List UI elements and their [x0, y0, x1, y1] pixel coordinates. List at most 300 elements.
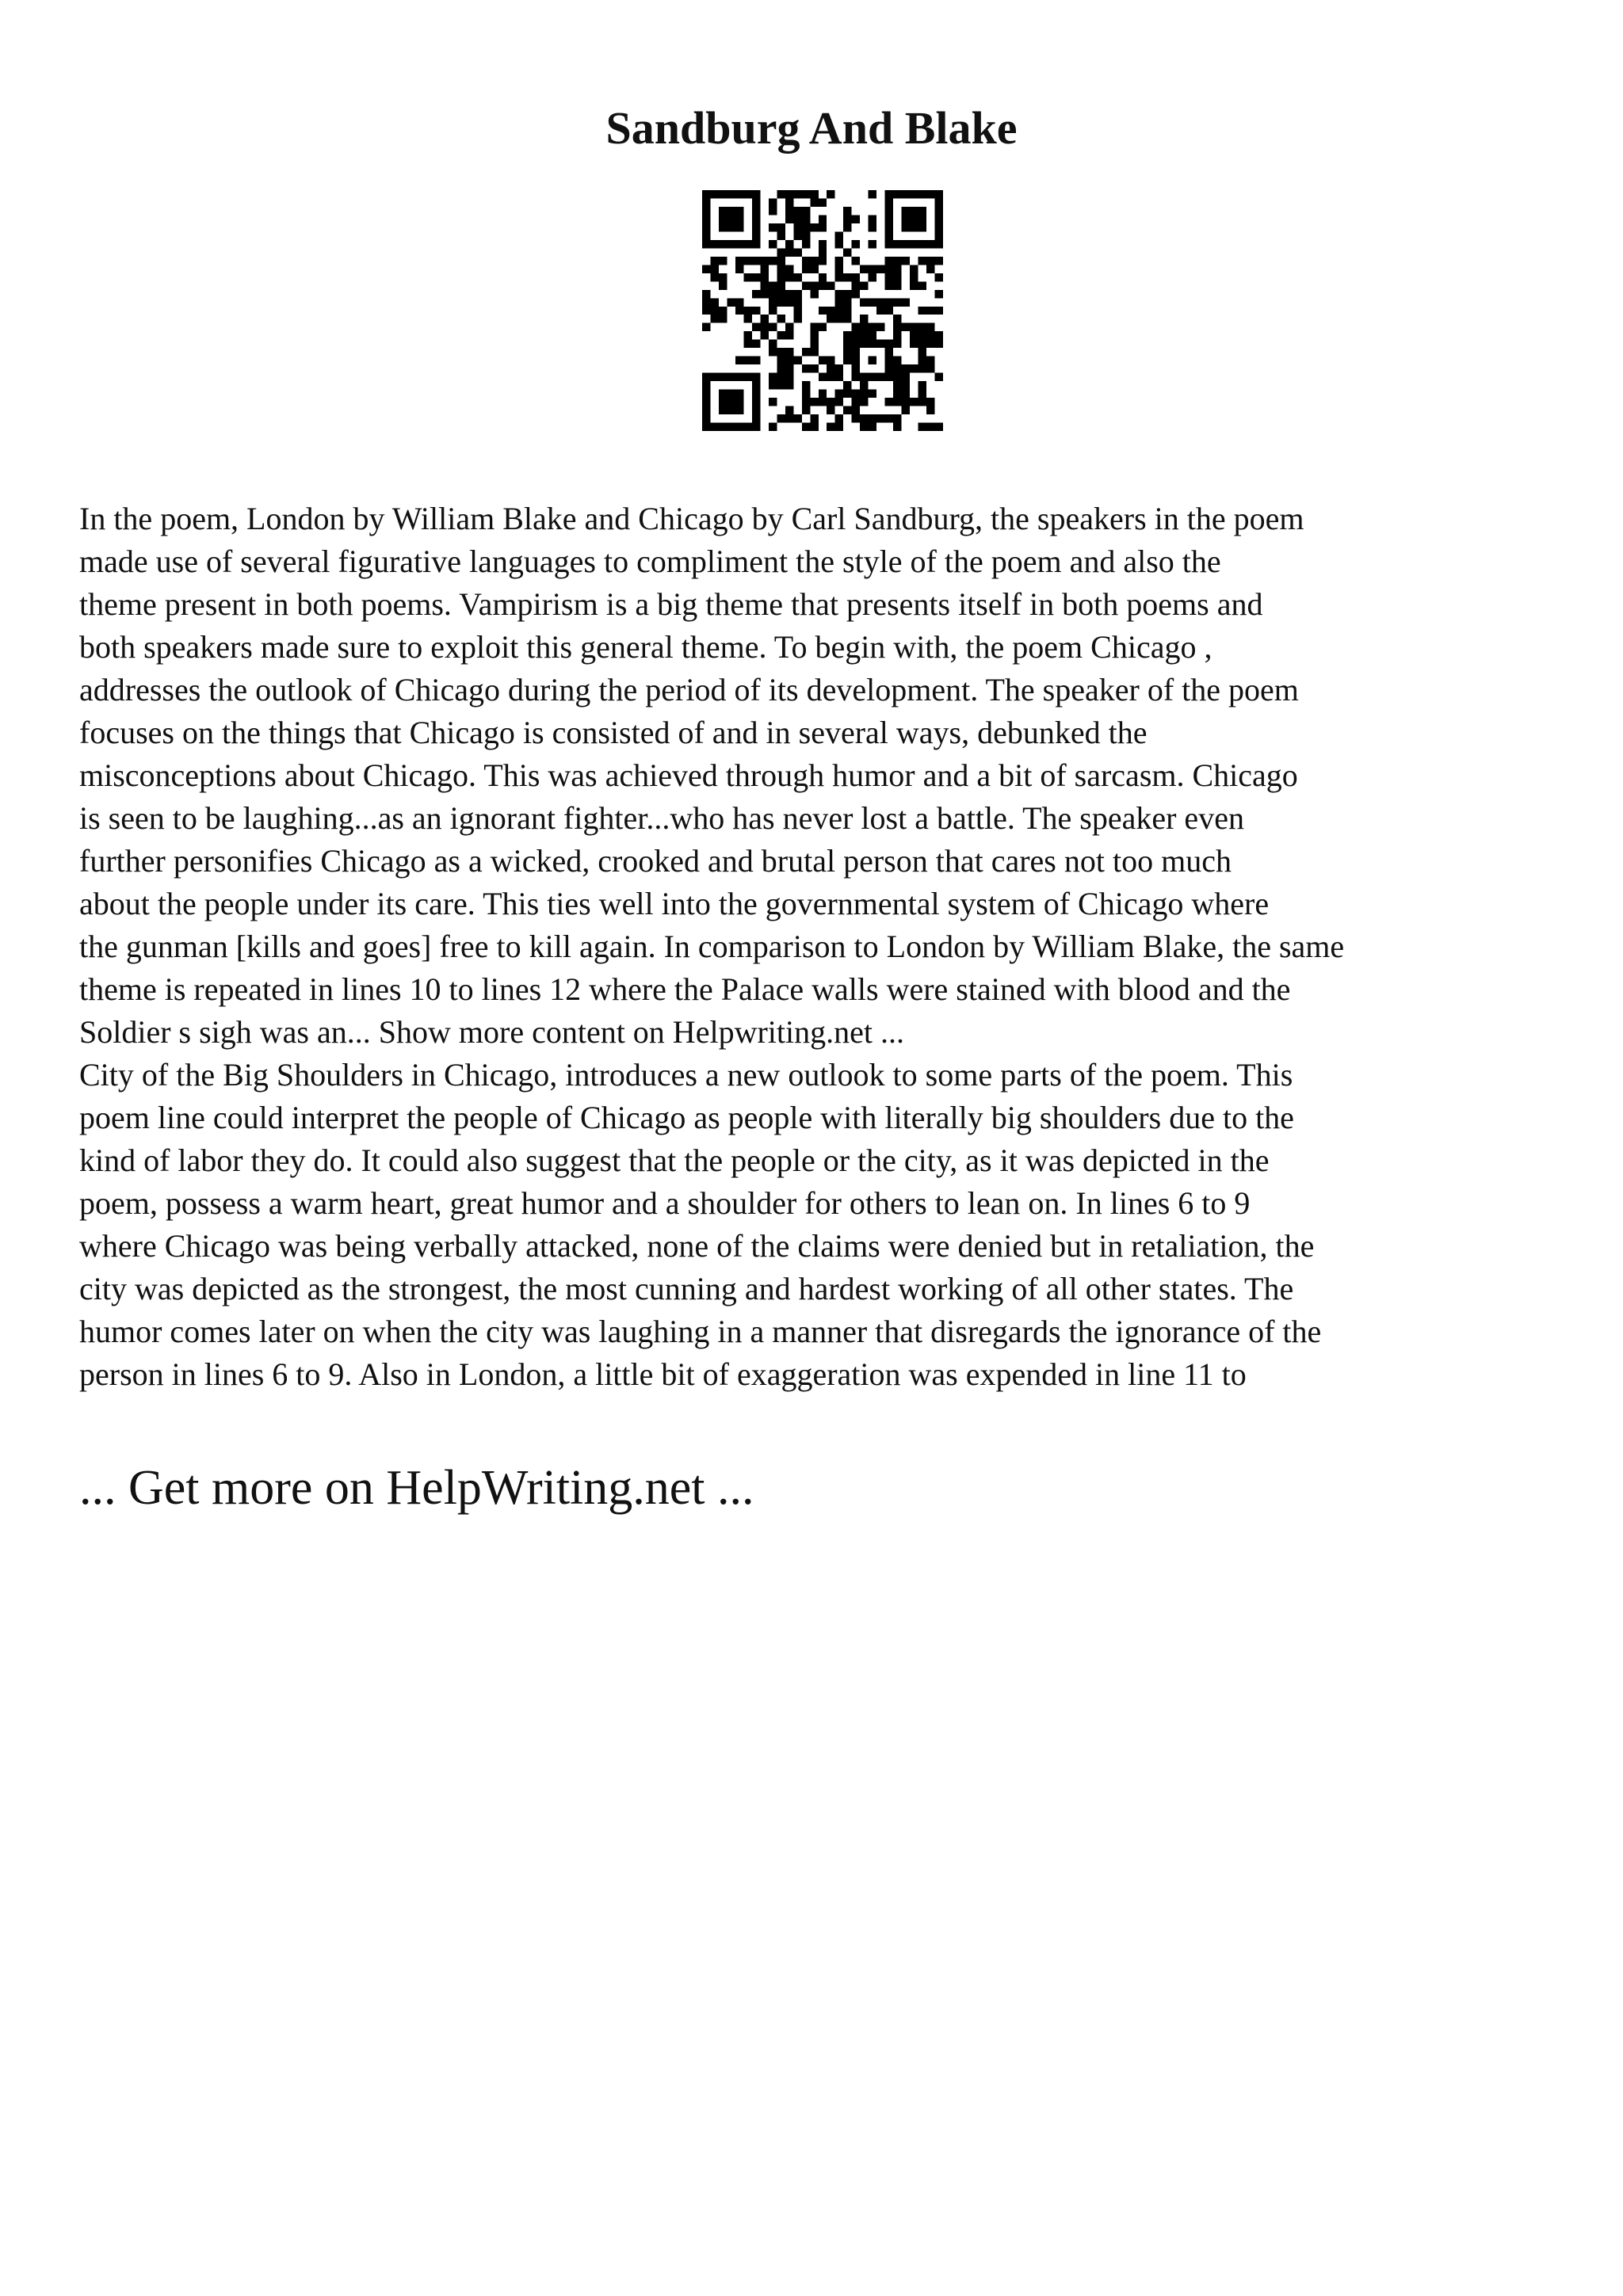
qr-module: [752, 223, 760, 231]
paragraph-line: person in lines 6 to 9. Also in London, a little bit of exaggeration was expended in line 11 to: [79, 1356, 1247, 1392]
qr-module: [885, 207, 893, 215]
qr-module: [810, 190, 818, 198]
qr-module: [902, 298, 910, 306]
qr-module: [869, 273, 876, 281]
qr-module: [843, 298, 851, 306]
qr-module: [785, 298, 793, 306]
qr-module: [743, 315, 751, 322]
qr-module: [785, 240, 793, 248]
qr-module: [702, 240, 710, 248]
qr-module: [777, 190, 785, 198]
qr-module: [885, 364, 893, 372]
qr-module: [935, 215, 943, 223]
qr-module: [860, 398, 868, 406]
qr-module: [719, 257, 727, 265]
qr-module: [926, 357, 934, 364]
qr-module: [902, 398, 910, 406]
qr-module: [710, 240, 718, 248]
qr-module: [785, 198, 793, 206]
qr-module: [885, 215, 893, 223]
qr-module: [710, 315, 718, 322]
qr-module: [752, 398, 760, 406]
qr-module: [910, 331, 918, 339]
paragraph-line: city was depicted as the strongest, the most cunning and hardest working of all other states. The: [79, 1271, 1294, 1306]
qr-module: [752, 240, 760, 248]
qr-module: [893, 398, 901, 406]
qr-module: [843, 331, 851, 339]
qr-module: [885, 281, 893, 289]
qr-module: [885, 307, 893, 315]
paragraph-line: addresses the outlook of Chicago during the period of its development. The speaker of the poem: [79, 672, 1299, 707]
qr-module: [702, 290, 710, 298]
qr-module: [777, 231, 785, 239]
qr-module: [819, 223, 827, 231]
qr-module: [760, 323, 768, 331]
qr-module: [852, 390, 860, 398]
paragraph-line: poem, possess a warm heart, great humor and a shoulder for others to lean on. In lines 6 to 9: [79, 1185, 1251, 1221]
qr-module: [852, 414, 860, 422]
qr-module: [893, 265, 901, 273]
qr-module: [702, 390, 710, 398]
qr-module: [810, 348, 818, 356]
qr-module: [810, 398, 818, 406]
qr-module: [843, 215, 851, 223]
qr-module: [852, 373, 860, 381]
qr-module: [719, 398, 727, 406]
qr-module: [752, 423, 760, 431]
qr-module: [810, 340, 818, 348]
qr-module: [719, 423, 727, 431]
qr-module: [769, 423, 777, 431]
qr-module: [802, 281, 810, 289]
qr-module: [860, 414, 868, 422]
paragraph-line: theme present in both poems. Vampirism is a big theme that presents itself in both poems and: [79, 586, 1263, 622]
qr-module: [918, 348, 926, 356]
qr-module: [893, 190, 901, 198]
qr-module: [743, 357, 751, 364]
qr-module: [918, 331, 926, 339]
qr-module: [935, 223, 943, 231]
qr-module: [785, 273, 793, 281]
qr-module: [885, 231, 893, 239]
qr-module: [876, 323, 884, 331]
qr-module: [893, 315, 901, 322]
qr-module: [752, 257, 760, 265]
qr-module: [727, 398, 735, 406]
qr-module: [785, 323, 793, 331]
qr-module: [827, 364, 834, 372]
qr-module: [869, 340, 876, 348]
qr-module: [869, 373, 876, 381]
qr-module: [819, 373, 827, 381]
paragraph-line: made use of several figurative languages to compliment the style of the poem and also the: [79, 543, 1221, 579]
qr-module: [727, 298, 735, 306]
qr-module: [793, 414, 801, 422]
qr-module: [893, 281, 901, 289]
qr-module: [802, 257, 810, 265]
qr-module: [885, 348, 893, 356]
qr-module: [926, 307, 934, 315]
qr-module: [926, 265, 934, 273]
qr-module: [852, 257, 860, 265]
qr-module: [702, 298, 710, 306]
qr-module: [910, 207, 918, 215]
qr-module: [769, 198, 777, 206]
qr-module: [710, 265, 718, 273]
qr-module: [860, 373, 868, 381]
qr-module: [810, 198, 818, 206]
qr-module: [735, 215, 743, 223]
qr-module: [735, 373, 743, 381]
qr-module: [752, 381, 760, 389]
qr-module: [719, 240, 727, 248]
qr-module: [743, 423, 751, 431]
qr-module: [860, 423, 868, 431]
qr-module: [777, 290, 785, 298]
paragraph-line: In the poem, London by William Blake and Chicago by Carl Sandburg, the speakers in the poem: [79, 501, 1304, 536]
qr-module: [752, 323, 760, 331]
qr-module: [876, 298, 884, 306]
qr-module: [827, 406, 834, 414]
qr-module: [893, 240, 901, 248]
qr-module: [918, 207, 926, 215]
qr-module: [843, 290, 851, 298]
qr-module: [743, 257, 751, 265]
qr-module: [810, 223, 818, 231]
qr-module: [793, 231, 801, 239]
qr-module: [802, 406, 810, 414]
qr-module: [719, 215, 727, 223]
qr-module: [760, 290, 768, 298]
qr-module: [802, 215, 810, 223]
qr-module: [743, 331, 751, 339]
qr-module: [918, 190, 926, 198]
qr-module: [727, 406, 735, 414]
qr-module: [893, 257, 901, 265]
qr-module: [885, 190, 893, 198]
qr-module: [785, 373, 793, 381]
qr-module: [902, 240, 910, 248]
qr-module: [760, 265, 768, 273]
qr-module: [785, 406, 793, 414]
qr-module: [835, 390, 843, 398]
qr-module: [910, 240, 918, 248]
qr-module: [735, 190, 743, 198]
qr-module: [719, 315, 727, 322]
qr-module: [935, 257, 943, 265]
qr-module: [702, 381, 710, 389]
qr-module: [852, 323, 860, 331]
qr-module: [935, 240, 943, 248]
qr-module: [802, 423, 810, 431]
qr-module: [769, 307, 777, 315]
qr-module: [885, 373, 893, 381]
qr-module: [835, 290, 843, 298]
qr-module: [910, 398, 918, 406]
qr-module: [852, 215, 860, 223]
qr-module: [785, 414, 793, 422]
qr-module: [785, 265, 793, 273]
qr-module: [785, 357, 793, 364]
qr-module: [802, 364, 810, 372]
qr-module: [735, 423, 743, 431]
qr-module: [852, 364, 860, 372]
qr-module: [869, 265, 876, 273]
qr-module: [902, 257, 910, 265]
qr-module: [827, 373, 834, 381]
qr-module: [819, 273, 827, 281]
qr-module: [902, 381, 910, 389]
qr-module: [876, 340, 884, 348]
qr-module: [926, 323, 934, 331]
qr-module: [885, 240, 893, 248]
qr-module: [752, 231, 760, 239]
paragraph-line: about the people under its care. This ties well into the governmental system of Chicago where: [79, 886, 1270, 921]
show-more-line[interactable]: Soldier s sigh was an... Show more content on Helpwriting.net ...: [79, 1014, 904, 1050]
qr-module: [935, 207, 943, 215]
qr-module: [885, 198, 893, 206]
qr-module: [702, 223, 710, 231]
qr-module: [752, 414, 760, 422]
qr-module: [810, 423, 818, 431]
qr-module: [785, 381, 793, 389]
qr-module: [935, 190, 943, 198]
paragraph-line: focuses on the things that Chicago is consisted of and in several ways, debunked the: [79, 715, 1148, 750]
qr-module: [769, 281, 777, 289]
qr-module: [802, 240, 810, 248]
qr-module: [869, 240, 876, 248]
qr-module: [769, 223, 777, 231]
qr-module: [935, 331, 943, 339]
qr-module: [926, 406, 934, 414]
qr-module: [869, 190, 876, 198]
qr-module: [893, 323, 901, 331]
qr-module: [918, 281, 926, 289]
qr-module: [702, 215, 710, 223]
qr-module: [802, 381, 810, 389]
qr-module: [810, 265, 818, 273]
qr-module: [902, 215, 910, 223]
qr-module: [802, 207, 810, 215]
qr-module: [885, 257, 893, 265]
qr-module: [860, 265, 868, 273]
qr-module: [702, 323, 710, 331]
qr-code-graphic: [702, 190, 943, 431]
qr-module: [702, 307, 710, 315]
qr-module: [802, 231, 810, 239]
qr-module: [876, 414, 884, 422]
qr-module: [935, 340, 943, 348]
qr-module: [869, 223, 876, 231]
get-more-link[interactable]: ... Get more on HelpWriting.net ...: [79, 1461, 754, 1515]
qr-module: [793, 298, 801, 306]
qr-module: [702, 198, 710, 206]
paragraph-line: where Chicago was being verbally attacked, none of the claims were denied but in retaliation, the: [79, 1228, 1315, 1264]
qr-module: [918, 364, 926, 372]
qr-module: [769, 257, 777, 265]
qr-module: [835, 257, 843, 265]
qr-module: [852, 340, 860, 348]
qr-module: [710, 298, 718, 306]
qr-module: [893, 364, 901, 372]
qr-module: [835, 414, 843, 422]
qr-module: [752, 373, 760, 381]
qr-module: [902, 190, 910, 198]
qr-module: [793, 215, 801, 223]
qr-module: [885, 265, 893, 273]
qr-module: [710, 307, 718, 315]
qr-module: [827, 315, 834, 322]
qr-module: [843, 340, 851, 348]
qr-module: [893, 381, 901, 389]
qr-module: [752, 207, 760, 215]
qr-module: [843, 390, 851, 398]
qr-module: [827, 281, 834, 289]
qr-module: [802, 190, 810, 198]
qr-module: [769, 207, 777, 215]
qr-module: [876, 307, 884, 315]
qr-module: [852, 273, 860, 281]
qr-module: [760, 331, 768, 339]
qr-module: [918, 423, 926, 431]
qr-module: [785, 190, 793, 198]
qr-module: [752, 215, 760, 223]
qr-module: [893, 423, 901, 431]
qr-module: [819, 198, 827, 206]
qr-module: [843, 406, 851, 414]
qr-module: [710, 373, 718, 381]
qr-module: [918, 240, 926, 248]
qr-module: [727, 240, 735, 248]
qr-module: [935, 290, 943, 298]
qr-module: [910, 273, 918, 281]
qr-module: [727, 373, 735, 381]
paragraph-line: kind of labor they do. It could also suggest that the people or the city, as it was depicted in the: [79, 1142, 1270, 1178]
qr-module: [735, 298, 743, 306]
qr-module: [869, 331, 876, 339]
qr-module: [743, 307, 751, 315]
qr-module: [752, 340, 760, 348]
qr-module: [777, 273, 785, 281]
qr-module: [876, 265, 884, 273]
qr-module: [885, 340, 893, 348]
qr-module: [702, 231, 710, 239]
qr-module: [827, 423, 834, 431]
qr-module: [719, 273, 727, 281]
qr-module: [827, 398, 834, 406]
qr-module: [852, 331, 860, 339]
qr-module: [777, 265, 785, 273]
qr-module: [918, 257, 926, 265]
qr-module: [752, 406, 760, 414]
qr-module: [793, 248, 801, 256]
qr-module: [719, 307, 727, 315]
paragraph-line: further personifies Chicago as a wicked, crooked and brutal person that cares not too much: [79, 843, 1232, 879]
qr-module: [719, 373, 727, 381]
qr-module: [885, 398, 893, 406]
qr-module: [835, 265, 843, 273]
qr-module: [885, 357, 893, 364]
qr-module: [752, 273, 760, 281]
qr-module: [827, 357, 834, 364]
qr-module: [760, 281, 768, 289]
qr-module: [835, 298, 843, 306]
qr-module: [926, 423, 934, 431]
qr-module: [835, 423, 843, 431]
qr-module: [885, 223, 893, 231]
qr-module: [785, 364, 793, 372]
qr-module: [793, 223, 801, 231]
qr-module: [777, 364, 785, 372]
qr-module: [760, 273, 768, 281]
qr-module: [843, 348, 851, 356]
qr-module: [935, 273, 943, 281]
qr-module: [743, 273, 751, 281]
qr-module: [785, 215, 793, 223]
qr-module: [710, 257, 718, 265]
qr-module: [727, 390, 735, 398]
qr-module: [843, 307, 851, 315]
paragraph-line: misconceptions about Chicago. This was achieved through humor and a bit of sarcasm. Chicago: [79, 757, 1298, 793]
qr-module: [785, 331, 793, 339]
qr-module: [893, 390, 901, 398]
qr-module: [769, 340, 777, 348]
qr-module: [752, 198, 760, 206]
qr-module: [719, 190, 727, 198]
qr-module: [727, 423, 735, 431]
qr-module: [918, 323, 926, 331]
qr-module: [760, 257, 768, 265]
qr-module: [843, 357, 851, 364]
qr-module: [835, 364, 843, 372]
qr-module: [735, 307, 743, 315]
qr-module: [827, 190, 834, 198]
qr-module: [785, 290, 793, 298]
qr-module: [710, 190, 718, 198]
qr-module: [835, 398, 843, 406]
qr-module: [902, 364, 910, 372]
qr-module: [860, 315, 868, 322]
qr-module: [893, 373, 901, 381]
paragraph-line: is seen to be laughing...as an ignorant fighter...who has never lost a battle. The speaker even: [79, 800, 1244, 836]
qr-module: [910, 265, 918, 273]
qr-code-icon: [702, 190, 943, 431]
qr-module: [902, 207, 910, 215]
qr-module: [885, 298, 893, 306]
qr-module: [926, 331, 934, 339]
qr-module: [735, 223, 743, 231]
qr-module: [777, 381, 785, 389]
qr-module: [793, 190, 801, 198]
qr-module: [910, 364, 918, 372]
qr-module: [819, 240, 827, 248]
qr-module: [852, 290, 860, 298]
qr-module: [777, 357, 785, 364]
qr-module: [910, 281, 918, 289]
qr-module: [793, 207, 801, 215]
qr-module: [935, 423, 943, 431]
qr-module: [926, 364, 934, 372]
qr-module: [869, 423, 876, 431]
qr-module: [843, 315, 851, 322]
qr-module: [802, 265, 810, 273]
qr-module: [852, 281, 860, 289]
qr-module: [935, 198, 943, 206]
qr-module: [910, 223, 918, 231]
qr-module: [777, 348, 785, 356]
qr-module: [835, 231, 843, 239]
qr-module: [910, 340, 918, 348]
